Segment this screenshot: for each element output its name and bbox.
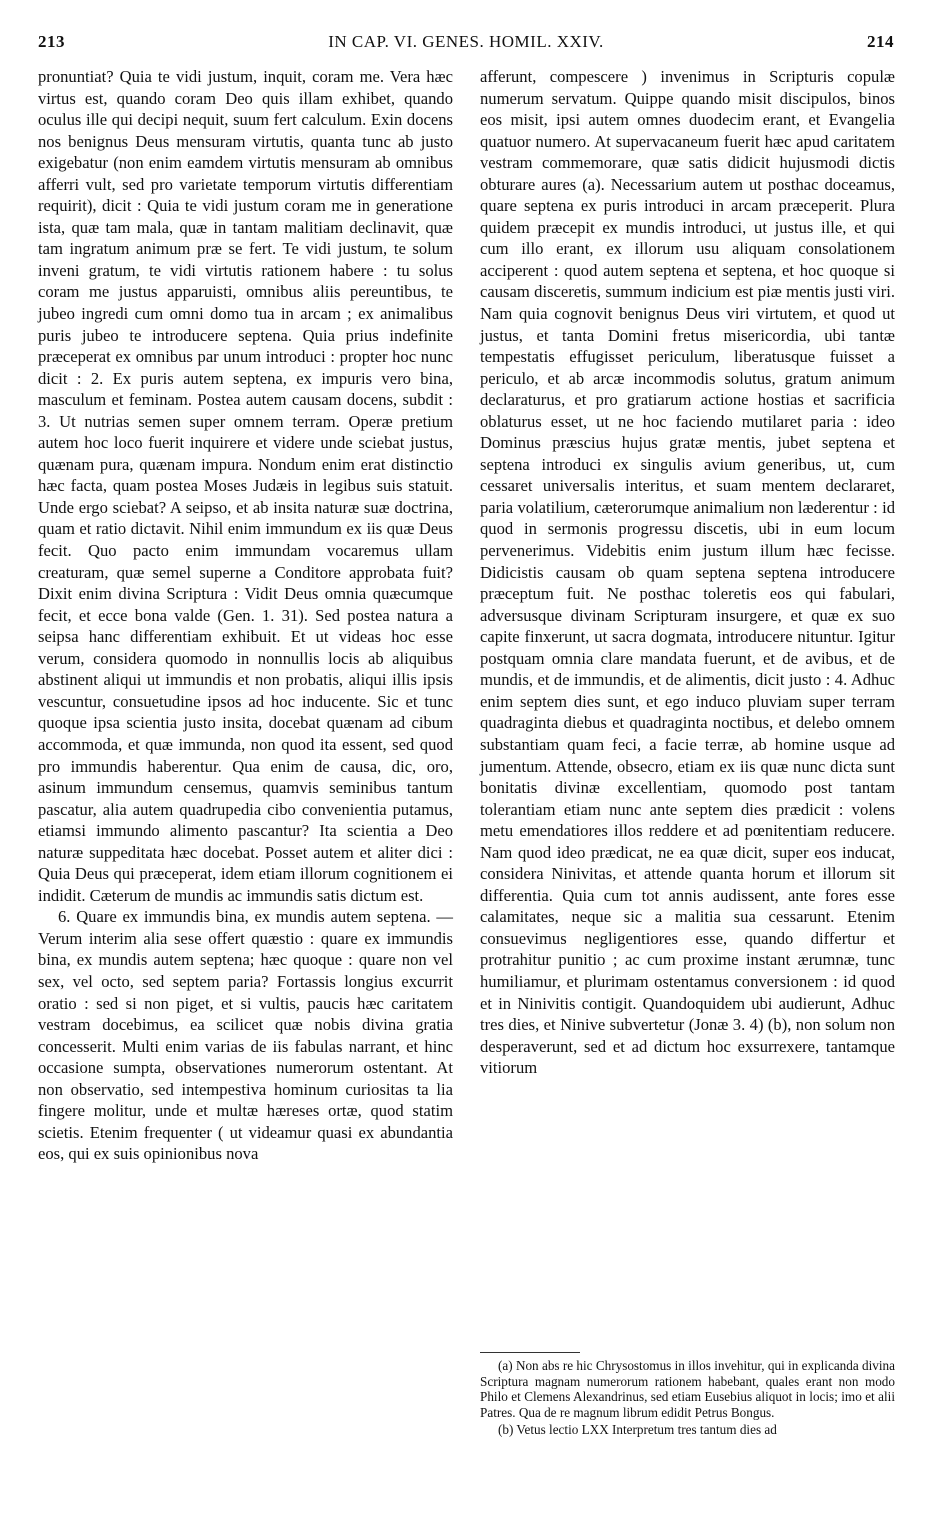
page-number-right: 214 bbox=[867, 32, 894, 51]
right-paragraph-1: afferunt, compescere ) invenimus in Scripturis copulæ numerum servatum. Quippe quando misit discipulos, binos eos misit, ipsi autem omnes duodecim erant, et Evangelia quatuor numero. At supervacaneum fuerit hæc apud caritatem vestram commemorare, quæ satis didicit hujusmodi dictis obturare aures (a). Necessarium autem ut posthac doceamus, quare septena ex puris introduci in arcam præceperit. Plura quidem præcepit ex mundis introduci, ut justus ille, et qui cum illo erant, ex illorum usu aliquam consolationem acciperent : quod autem septena et septena, et hoc quoque si causam disceretis, summum indicium est piæ mentis justi viri. Nam quia cognovit benignus Deus viri virtutem, et quod ut justus, et tanta Domini fretus misericordia, ubi tantæ tempestatis effugisset periculum, liberatusque fuisset a periculo, et ab arcæ incommodis solutus, gratum animum declaraturus, et pro gratiarum actione hostias et sacrificia oblaturus esset, ut ne hoc faciendo mutilaret paria : ideo Dominus præscius hujus gratæ mentis, jubet septena et septena introduci ex singulis avium generibus, ut, cum cessaret universalis interitus, et suam mentem declararet, paria volatilium, cæterorumque animalium non læderentur : id quod in sermonis progressu discetis, ubi in eum locum pervenerimus. Videbitis enim justum illum hæc fecisse. Didicistis causam ob quam septena septena introducere præceptum fuit. Ne posthac toleretis eos qui fabulari, adversusque divinam Scripturam insurgere, et quæ ex suo capite finxerunt, ut sacra dogmata, introducere nituntur. Igitur postquam omnia clare mandata fuerunt, et de avibus, et de mundis, et de immundis, et de alimentis, dicit justo : 4. Adhuc enim septem dies sunt, et ego induco pluviam super terram quadraginta diebus et quadraginta noctibus, et delebo omnem substantiam quam feci, a facie terræ, ab homine usque ad jumentum. Attende, obsecro, etiam ex iis quæ nunc dicta sunt bonitatis divinæ excellentiam, quomodo post tantam tolerantiam etiam nunc ante septem dies prædicit : volens metu emendatiores illos reddere et ad pœnitentiam reducere. Nam quod ideo prædicat, ne ea quæ dicit, super eos inducat, considera Ninivitas, et attende quanta horum et illorum sit differentia. Quia cum tot annis audissent, ante fores esse calamitates, neque sic a malitia sua cessarunt. Etenim consuevimus negligentiores esse, quando differtur et protrahitur punitio ; ac cum proxime instant ærumnæ, tunc humiliamur, et plurimam ostentamus conversionem : id quod et in Ninivitis contigit. Quandoquidem ubi audierunt, Adhuc tres dies, et Ninive subvertetur (Jonæ 3. 4) (b), non solum non desperaverunt, sed et ad dictum hoc exsurrexere, tantamque vitiorum bbox=[480, 67, 895, 1078]
footnote-a: (a) Non abs re hic Chrysostomus in illos invehitur, qui in explicanda divina Scriptura magnam numerorum rationem habebant, quales erant non modo Philo et Clemens Alexandrinus, sed etiam Eusebius aliquot in locis; imo et alii Patres. Qua de re magnum librum edidit Petrus Bongus. bbox=[480, 1358, 895, 1420]
footnotes bbox=[480, 1358, 895, 1438]
right-column bbox=[480, 66, 895, 1079]
footnote-b: (b) Vetus lectio LXX Interpretum tres tantum dies ad bbox=[498, 1422, 777, 1438]
running-header bbox=[38, 32, 894, 56]
left-paragraph-2: 6. Quare ex immundis bina, ex mundis autem septena. — Verum interim alia sese offert quæstio : quare ex immundis bina, ex mundis autem septena; hæc quoque : quare non vel sex, vel octo, sed septem paria? Fortassis longius excurrit oratio : sed si non piget, et si vultis, paucis hæc caritatem vestram docebimus, ea scilicet quæ nobis divina gratia concesserit. Multi enim varias de iis fabulas narrant, et hinc occasione sumpta, observationes numerorum ostentant. At non observatio, sed intempestiva hominum curiositas ta lia fingere molitur, unde et multæ hæreses ortæ, quod statim scietis. Etenim frequenter ( ut videamur quasi ex abundantia eos, qui ex suis opinionibus nova bbox=[38, 907, 453, 1164]
left-column bbox=[38, 66, 453, 1165]
page-number-left: 213 bbox=[38, 32, 65, 51]
running-title: IN CAP. VI. GENES. HOMIL. XXIV. bbox=[328, 32, 604, 51]
left-paragraph-1: pronuntiat? Quia te vidi justum, inquit, coram me. Vera hæc virtus est, quando coram Deo quis illam exhibet, quando oculus ille qui decipi nequit, suum fert calculum. Exin docens nos benignus Deus mensuram virtutis, quanta tunc ab justo exigebatur (non enim eamdem virtutis mensuram ab omnibus afferri vult, sed pro varietate temporum virtutis differentiam requirit), dicit : Quia te vidi justum coram me in generatione ista, quæ tam mala, quæ in tantam malitiam declinavit, quæ tam ingratum animum præ se fert. Te vidi justum, te solum inveni gratum, te vidi virtutis rationem habere : tu solus coram me justus apparuisti, omnibus aliis pereuntibus, te jubeo ingredi cum omni domo tua in arcam ; ex animalibus puris jubeo te introducere septena. Quia prius indefinite præceperat ex omnibus par unum introduci : propter hoc nunc dicit : 2. Ex puris autem septena, ex impuris vero bina, masculum et feminam. Postea autem causam docens, subdit : 3. Ut nutrias semen super omnem terram. Operæ pretium autem hoc loco fuerit inquirere et videre unde sciebat justus, quænam pura, quænam impura. Nondum enim erat distinctio hæc facta, quam postea Moses Judæis in legibus suis statuit. Unde ergo sciebat? A seipso, et ab insita naturæ suæ doctrina, quam et ratio dictavit. Nihil enim immundum ex iis quæ Deus fecit. Quo pacto enim immundam vocaremus ullam creaturam, quæ semel superne a Conditore approbata fuit? Dixit enim divina Scriptura : Vidit Deus omnia quæcumque fecit, et ecce bona valde (Gen. 1. 31). Sed postea natura a seipsa hanc differentiam exhibuit. Et ut videas hoc esse verum, considera quomodo in nonnullis locis ab aliquibus abstinent aliqui ut immundis et non probatis, aliqui illis ipsis vescuntur, consuetudine ipsos ad hoc inducente. Sic et tunc quoque ipsa scientia justo insita, docebat quænam ad cibum accommoda, et quæ immunda, non quod ita essent, sed quod pro immundis haberentur. Qua enim de causa, dic, oro, asinum immundum censemus, quamvis seminibus tantum pascatur, alia autem quadrupedia cibo convenientia putamus, etiamsi immundo alimento pascantur? Ita scientia a Deo naturæ suppeditata hæc docebat. Posset autem et aliter dici : Quia Deus qui præceperat, idem etiam illorum cognitionem ei indidit. Cæterum de mundis ac immundis satis dictum est. bbox=[38, 67, 453, 905]
footnote-divider bbox=[480, 1352, 580, 1353]
